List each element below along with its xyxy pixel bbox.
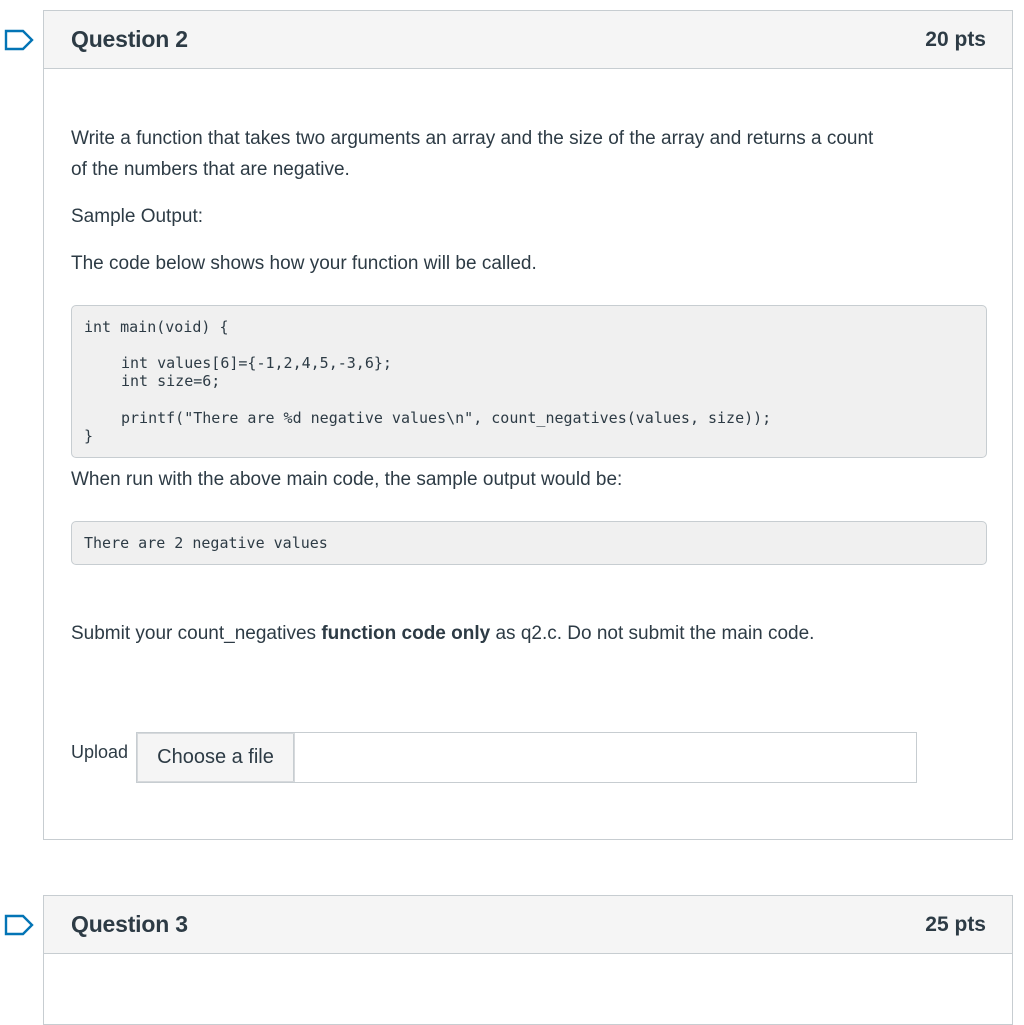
- upload-label: Upload: [71, 742, 129, 762]
- code-line: }: [84, 427, 94, 445]
- run-text: When run with the above main code, the sample output would be:: [71, 469, 623, 490]
- code-line: printf("There are %d negative values\n", count_negatives(values, size));: [121, 409, 772, 427]
- question-title: Question 2: [71, 26, 188, 52]
- submit-suffix: as q2.c. Do not submit the main code.: [490, 623, 815, 644]
- code-line: int values[6]={-1,2,4,5,-3,6};: [121, 354, 392, 372]
- question-points: 25 pts: [925, 912, 986, 936]
- question-3: [43, 895, 1013, 1025]
- question-prompt: [71, 123, 873, 185]
- choose-file-button[interactable]: Choose a file: [138, 734, 294, 781]
- output-line: There are 2 negative values: [84, 534, 328, 552]
- question-header: [44, 896, 1012, 954]
- sample-output-label: Sample Output:: [71, 206, 204, 227]
- flag-question-icon[interactable]: [4, 29, 34, 51]
- submit-bold: function code only: [321, 623, 491, 644]
- question-header: [44, 11, 1012, 69]
- called-text: The code below shows how your function will be called.: [71, 253, 537, 274]
- code-line: int size=6;: [121, 372, 221, 390]
- code-block: [71, 305, 987, 458]
- question-points: 20 pts: [925, 27, 986, 51]
- question-2: [43, 10, 1013, 840]
- submit-instructions: [71, 618, 814, 649]
- file-upload-field[interactable]: [136, 732, 917, 783]
- prompt-line-2: of the numbers that are negative.: [71, 159, 350, 180]
- submit-prefix: Submit your count_negatives: [71, 623, 322, 644]
- code-line: int main(void) {: [84, 318, 229, 336]
- output-block: [71, 521, 987, 565]
- prompt-line-1: Write a function that takes two arguments an array and the size of the array and returns a count: [71, 128, 874, 149]
- flag-question-icon[interactable]: [4, 914, 34, 936]
- question-title: Question 3: [71, 911, 188, 937]
